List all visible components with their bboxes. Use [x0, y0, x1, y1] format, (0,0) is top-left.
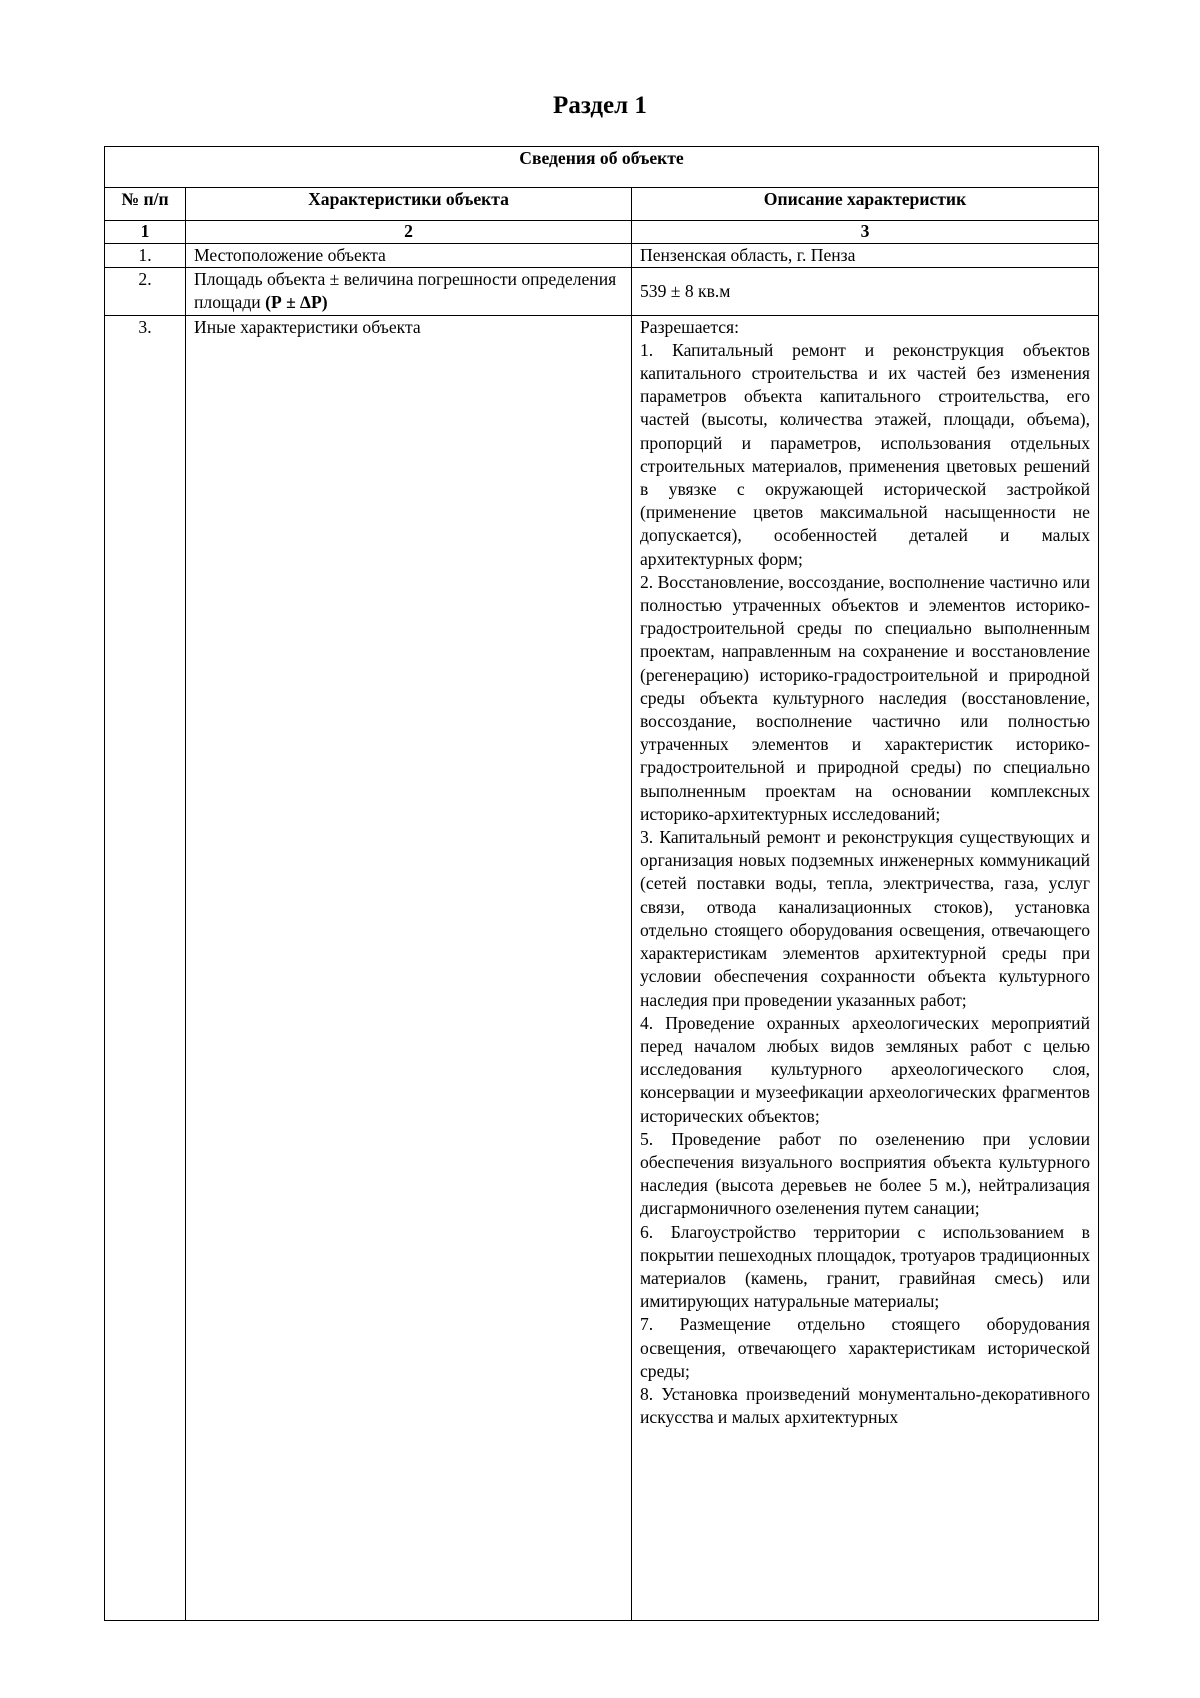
permitted-item: 1. Капитальный ремонт и реконструкция объектов капитального строительства и их частей без изменения параметров объекта капитального строительства, его частей (высоты, количества этажей, площади, объема), пропорций и параметров, использования отдельных строительных материалов, применения цветовых решений в увязке с окружающей исторической застройкой (применение цветов максимальной насыщенности не допускается), особенностей деталей и малых архитектурных форм;	[640, 339, 1090, 569]
row-value: Пензенская область, г. Пенза	[632, 244, 1099, 268]
column-number: 3	[632, 221, 1099, 244]
permitted-item: 8. Установка произведений монументально-декоративного искусства и малых архитектурных	[640, 1383, 1090, 1428]
row-value	[632, 315, 1099, 1620]
permitted-item: 3. Капитальный ремонт и реконструкция существующих и организация новых подземных инженерных коммуникаций (сетей поставки воды, тепла, электричества, газа, услуг связи, отвода канализационных стоков), установка отдельно стоящего оборудования освещения, отвечающего характеристикам элементов архитектурной среды при условии обеспечения сохранности объекта культурного наследия при проведении указанных работ;	[640, 827, 1090, 1010]
row-number: 2.	[105, 268, 186, 315]
column-number-row	[105, 221, 1099, 244]
table-caption: Сведения об объекте	[105, 147, 1099, 188]
table-header-row	[105, 188, 1099, 221]
page-title: Раздел 1	[553, 92, 647, 119]
header-description: Описание характеристик	[632, 188, 1099, 221]
row-value: 539 ± 8 кв.м	[632, 268, 1099, 315]
column-number: 1	[105, 221, 186, 244]
table-row	[105, 315, 1099, 1620]
table-caption-row	[105, 147, 1099, 188]
header-number: № п/п	[105, 188, 186, 221]
permitted-works	[640, 316, 1090, 1620]
row-number: 1.	[105, 244, 186, 268]
permitted-item: 4. Проведение охранных археологических мероприятий перед началом любых видов земляных работ с целью исследования культурного археологического слоя, консервации и музеефикации археологических фрагментов исторических объектов;	[640, 1012, 1090, 1126]
permitted-item: 5. Проведение работ по озеленению при условии обеспечения визуального восприятия объекта культурного наследия (высота деревьев не более 5 м.), нейтрализация дисгармоничного озеленения путем санации;	[640, 1128, 1090, 1219]
row-label: Иные характеристики объекта	[186, 315, 632, 1620]
object-info-table	[104, 146, 1099, 1621]
header-characteristics: Характеристики объекта	[186, 188, 632, 221]
row-number: 3.	[105, 315, 186, 1620]
permitted-intro: Разрешается:	[640, 316, 740, 337]
row-label: Местоположение объекта	[186, 244, 632, 268]
table-row	[105, 268, 1099, 315]
permitted-item: 6. Благоустройство территории с использованием в покрытии пешеходных площадок, тротуаров традиционных материалов (камень, гранит, гравийная смесь) или имитирующих натуральные материалы;	[640, 1221, 1090, 1312]
permitted-item: 2. Восстановление, воссоздание, восполнение частично или полностью утраченных объектов и элементов историко-градостроительной среды по специально выполненным проектам, направленным на сохранение и восстановление (регенерацию) историко-градостроительной и природной среды объекта культурного наследия (восстановление, воссоздание, восполнение частично или полностью утраченных элементов и характеристик историко- градостроительной и природной среды) по специально выполненным проектам на основании комплексных историко-архитектурных исследований;	[640, 571, 1090, 824]
table-row	[105, 244, 1099, 268]
row-label	[186, 268, 632, 315]
permitted-item: 7. Размещение отдельно стоящего оборудования освещения, отвечающего характеристикам исторической среды;	[640, 1314, 1090, 1381]
row-label-text: Площадь объекта ± величина погрешности определения площади	[194, 269, 617, 313]
column-number: 2	[186, 221, 632, 244]
row-label-formula: (Р ± ∆Р)	[265, 292, 328, 313]
